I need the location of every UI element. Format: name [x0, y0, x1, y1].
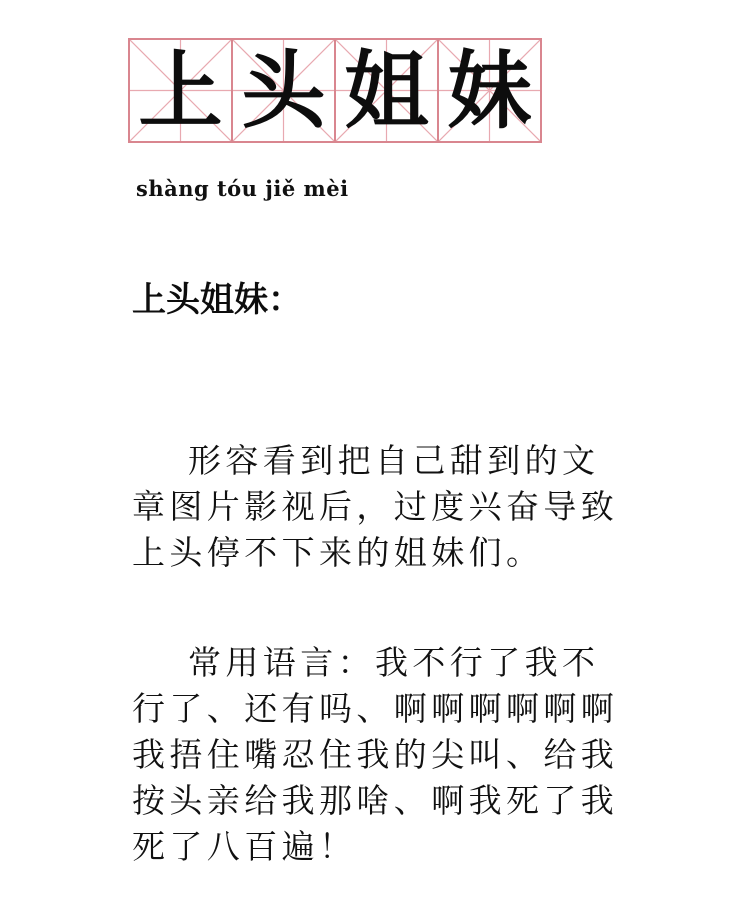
pinyin-text: shàng tóu jiě mèi	[136, 176, 349, 201]
paragraph-line: 行了、还有吗、啊啊啊啊啊啊	[132, 689, 619, 728]
usage-paragraph	[132, 640, 632, 870]
paragraph-line: 常用语言：我不行了我不	[188, 643, 600, 682]
grid-cell	[233, 40, 336, 141]
definition-paragraph	[132, 438, 632, 576]
title-char: 姐	[344, 40, 429, 140]
paragraph-line: 章图片影视后，过度兴奋导致	[132, 487, 619, 526]
paragraph-line: 上头停不下来的姐妹们。	[132, 533, 544, 572]
title-char: 头	[241, 40, 326, 140]
paragraph-line: 我捂住嘴忍住我的尖叫、给我	[132, 735, 619, 774]
title-char: 上	[138, 40, 223, 140]
paragraph-line: 按头亲给我那啥、啊我死了我	[132, 781, 619, 820]
grid-cell	[130, 40, 233, 141]
grid-cell	[336, 40, 439, 141]
title-tianzige-grid	[128, 38, 542, 143]
paragraph-line: 形容看到把自己甜到的文	[188, 441, 600, 480]
paragraph-line: 死了八百遍！	[132, 827, 357, 866]
grid-cell	[439, 40, 542, 141]
term-heading: 上头姐妹：	[132, 280, 302, 320]
title-char: 妹	[447, 40, 532, 140]
